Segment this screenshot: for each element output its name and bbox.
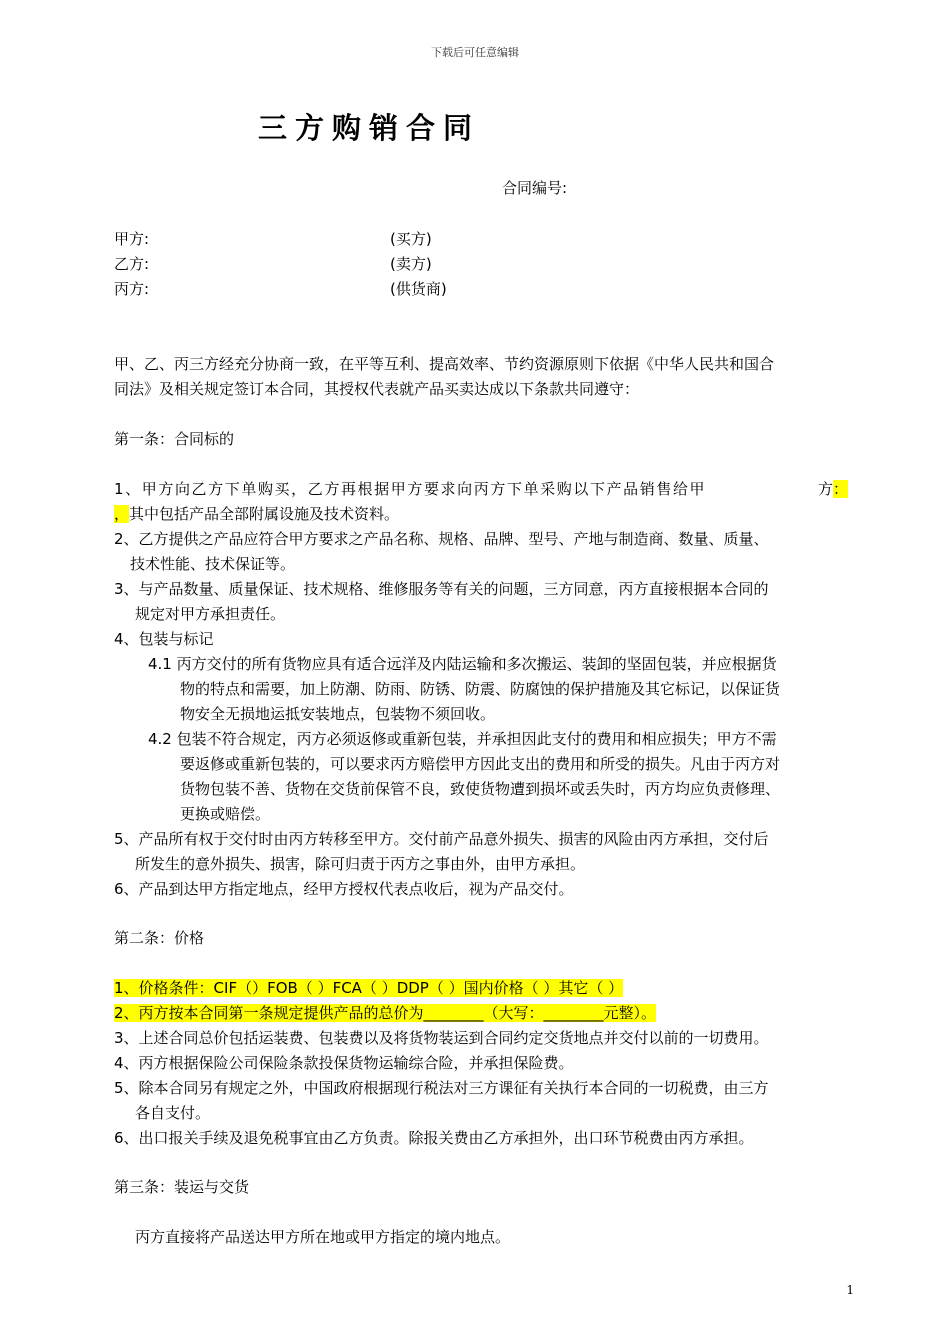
article-1-item-1-line-1: 1、甲方向乙方下单购买，乙方再根据甲方要求向丙方下单采购以下产品销售给甲 [114,480,707,498]
article-2-item-6: 6、出口报关手续及退免税事宜由乙方负责。除报关费由乙方承担外，出口环节税费由丙方承担。 [114,1129,754,1147]
article-1-item-4-2-line-1: 4.2 包装不符合规定，丙方必须返修或重新包装，并承担因此支付的费用和相应损失；甲方不需 [148,730,777,748]
article-2-item-2 [114,1002,656,1023]
article-2-item-4: 4、丙方根据保险公司保险条款投保货物运输综合险，并承担保险费。 [114,1054,574,1072]
article-1-item-4-2-line-4: 更换或赔偿。 [180,805,271,823]
document-title: 三方购销合同 [258,111,481,145]
article-1-item-4-1-line-1: 4.1 丙方交付的所有货物应具有适合远洋及内陆运输和多次搬运、装卸的坚固包装，并应根据货 [148,655,777,673]
party-c-label: 丙方: [114,280,150,298]
party-a-role: (买方) [390,230,432,248]
highlighted-price-terms: 1、价格条件：CIF（）FOB（ ）FCA（ ）DDP（ ）国内价格（ ）其它（ ） [114,979,624,997]
article-3-body: 丙方直接将产品送达甲方所在地或甲方指定的境内地点。 [135,1228,511,1246]
article-1-item-3-line-1: 3、与产品数量、质量保证、技术规格、维修服务等有关的问题，三方同意，丙方直接根据本合同的 [114,580,769,598]
highlighted-colon: ： [833,480,849,498]
article-2-item-3: 3、上述合同总价包括运装费、包装费以及将货物装运到合同约定交货地点并交付以前的一切费用。 [114,1029,769,1047]
highlighted-total-price: 2、丙方按本合同第一条规定提供产品的总价为________（大写：________元整）。 [114,1004,657,1022]
article-1-item-5-line-2: 所发生的意外损失、损害，除可归责于丙方之事由外，由甲方承担。 [135,855,586,873]
article-1-item-1-line-2: ，其中包括产品全部附属设施及技术资料。 [114,505,400,523]
party-c-role: (供货商) [390,280,447,298]
article-2-heading: 第二条：价格 [114,929,205,947]
article-2-item-5-line-2: 各自支付。 [135,1104,211,1122]
article-1-item-5-line-1: 5、产品所有权于交付时由丙方转移至甲方。交付前产品意外损失、损害的风险由丙方承担，交付后 [114,830,769,848]
article-1-item-4-1-line-2: 物的特点和需要，加上防潮、防雨、防锈、防震、防腐蚀的保护措施及其它标记，以保证货 [180,680,781,698]
article-1-item-1-tail: 方： [818,480,849,498]
highlighted-comma: ， [114,505,130,523]
party-b-label: 乙方: [114,255,150,273]
header-note: 下载后可任意编辑 [431,46,519,59]
article-3-heading: 第三条：装运与交货 [114,1178,250,1196]
article-1-item-4-2-line-2: 要返修或重新包装的，可以要求丙方赔偿甲方因此支出的费用和所受的损失。凡由于丙方对 [180,755,781,773]
party-b-role: (卖方) [390,255,432,273]
contract-number-label: 合同编号: [502,179,568,197]
article-1-item-2-line-2: 技术性能、技术保证等。 [130,555,296,573]
article-1-item-4: 4、包装与标记 [114,630,214,648]
article-1-item-3-line-2: 规定对甲方承担责任。 [135,605,286,623]
article-2-item-5-line-1: 5、除本合同另有规定之外，中国政府根据现行税法对三方课征有关执行本合同的一切税费，由三方 [114,1079,769,1097]
article-1-item-4-2-line-3: 货物包装不善、货物在交货前保管不良，致使货物遭到损坏或丢失时，丙方均应负责修理、 [180,780,781,798]
article-1-item-4-1-line-3: 物安全无损地运抵安装地点，包装物不须回收。 [180,705,496,723]
article-1-heading: 第一条：合同标的 [114,430,235,448]
article-1-item-6: 6、产品到达甲方指定地点，经甲方授权代表点收后，视为产品交付。 [114,880,574,898]
party-a-label: 甲方: [114,230,150,248]
intro-line-2: 同法》及相关规定签订本合同，其授权代表就产品买卖达成以下条款共同遵守： [114,380,640,398]
page-number: 1 [846,1283,854,1297]
article-1-item-2-line-1: 2、乙方提供之产品应符合甲方要求之产品名称、规格、品牌、型号、产地与制造商、数量、质量、 [114,530,769,548]
intro-line-1: 甲、乙、丙三方经充分协商一致，在平等互利、提高效率、节约资源原则下依据《中华人民共和国合 [114,355,775,373]
article-2-item-1 [114,977,623,998]
